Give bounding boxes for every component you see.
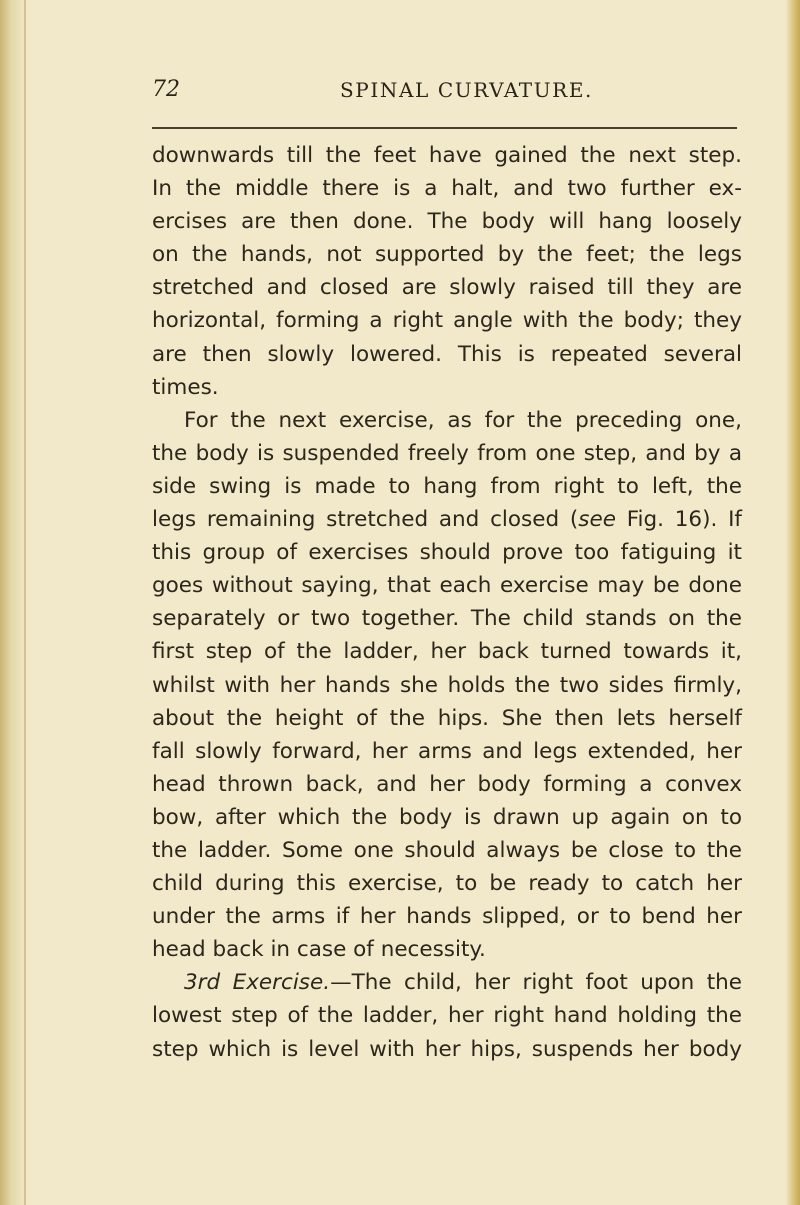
text-line: about the height of the hips. She then lets herself [152,705,742,731]
text-line: the ladder. Some one should always be close to the [152,837,742,863]
figure-ref-see: see [578,507,616,533]
text-line: the body is suspended freely from one step, and by a [152,440,742,466]
header-rule [152,127,737,129]
text-line: are then slowly lowered. This is repeated several [152,341,742,367]
exercise-line: 3rd Exercise.—The child, her right foot upon the [184,970,742,996]
page-left-edge [0,0,24,1205]
text-line: this group of exercises should prove too fatiguing it [152,540,742,566]
text-line: horizontal, forming a right angle with the body; they [152,308,742,334]
page-number: 72 [152,77,180,102]
text-line: step which is level with her hips, suspends her body [152,1036,742,1062]
text-line: bow, after which the body is drawn up again on to [152,804,742,830]
text-line: stretched and closed are slowly raised till they are [152,275,742,301]
exercise-heading: 3rd Exercise. [184,970,331,996]
text-line: on the hands, not supported by the feet; the legs [152,242,742,268]
text-line: under the arms if her hands slipped, or to bend her [152,904,742,930]
text-line: lowest step of the ladder, her right hand holding the [152,1003,742,1029]
text-line: times. [152,374,219,400]
text-line: downwards till the feet have gained the next step. [152,143,742,168]
text-line: ercises are then done. The body will hang loosely [152,209,742,235]
text-line: fall slowly forward, her arms and legs extended, her [152,738,742,764]
paragraph-start-line: For the next exercise, as for the preceding one, [184,407,742,433]
text-line: first step of the ladder, her back turned towards it, [152,639,742,665]
text-line: side swing is made to hang from right to left, the [152,473,742,499]
page-right-edge [786,0,800,1205]
running-title: SPINAL CURVATURE. [340,78,593,102]
page-left-shadow [24,0,26,1205]
text-line: head back in case of necessity. [152,937,486,963]
text-line: legs remaining stretched and closed (see Fig. 16). If [152,507,742,533]
text-line: In the middle there is a halt, and two further ex- [152,176,742,202]
text-line: separately or two together. The child stands on the [152,606,742,632]
page-header [152,75,738,109]
text-line: whilst with her hands she holds the two sides firmly, [152,672,742,698]
text-line: head thrown back, and her body forming a convex [152,771,742,797]
text-line: goes without saying, that each exercise may be done [152,573,742,599]
body-text [152,139,742,1066]
text-line: child during this exercise, to be ready to catch her [152,871,742,897]
